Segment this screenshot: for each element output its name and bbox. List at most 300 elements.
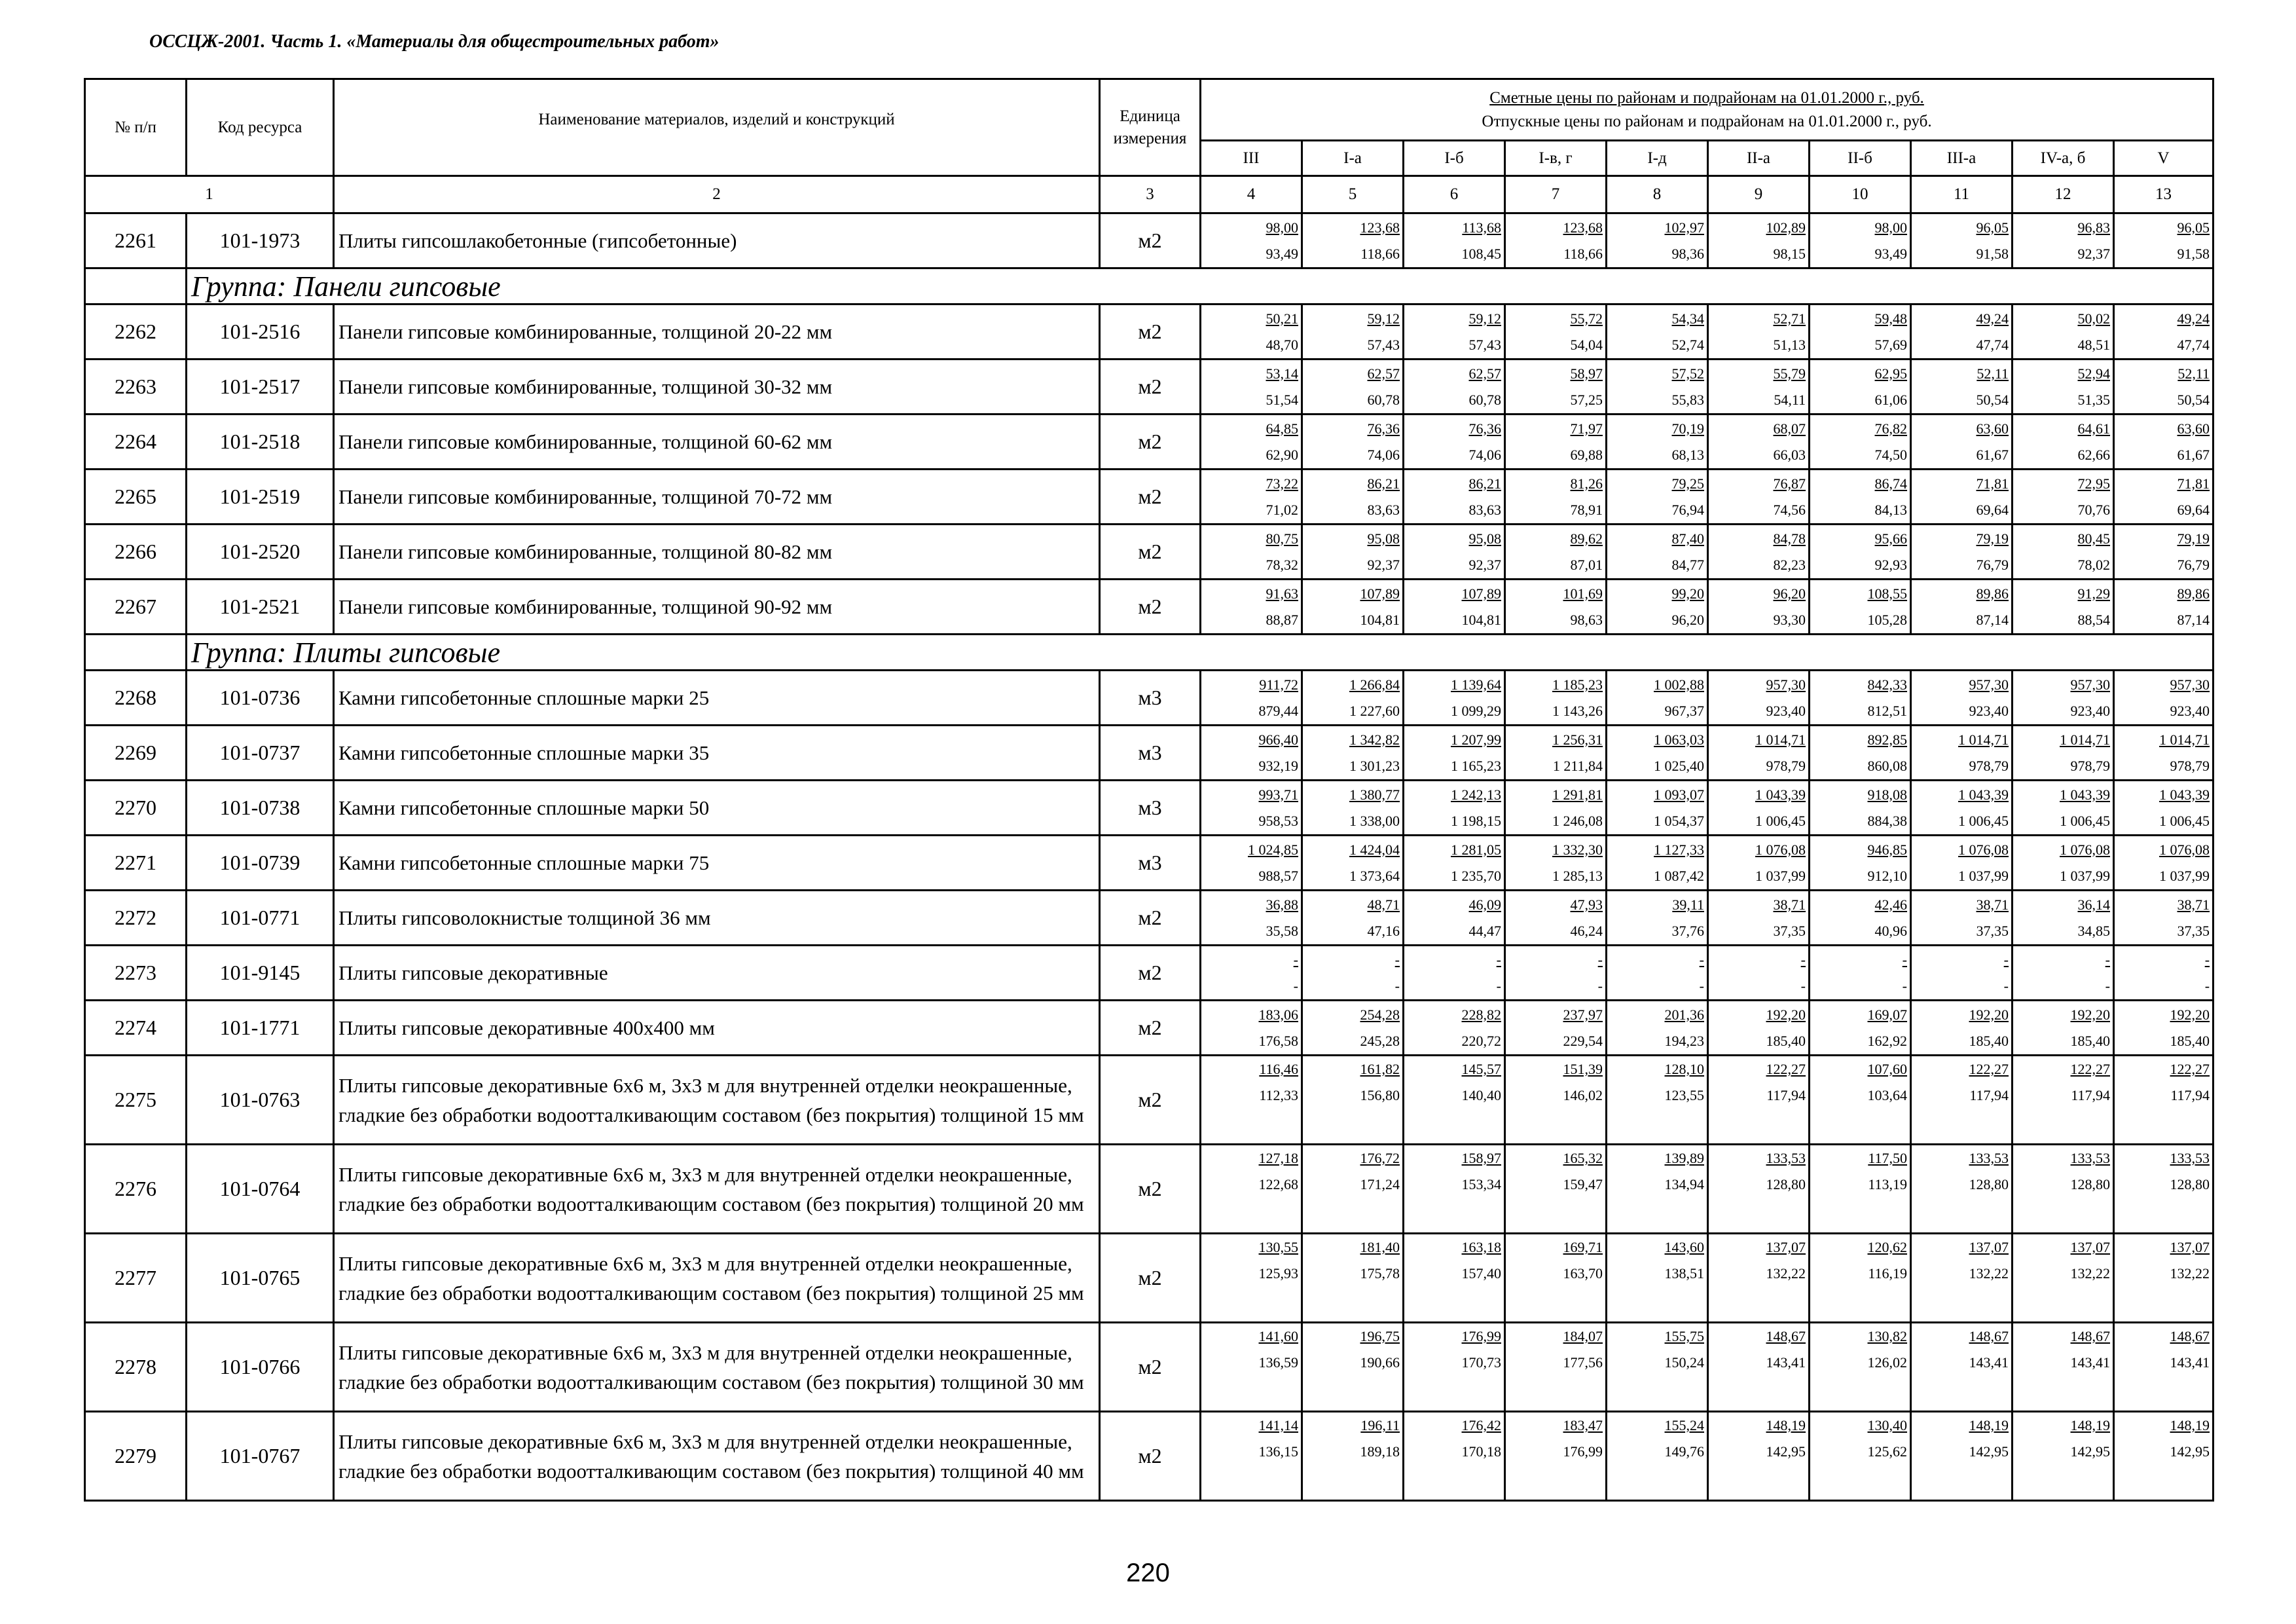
estimate-price: 1 024,85 bbox=[1248, 841, 1298, 858]
release-price: 92,37 bbox=[2077, 245, 2110, 262]
price-cell bbox=[2013, 470, 2114, 525]
material-name: Камни гипсобетонные сплошные марки 25 bbox=[334, 671, 1100, 726]
price-cell bbox=[1810, 1412, 1911, 1501]
release-price: 185,40 bbox=[2070, 1032, 2110, 1049]
table-row bbox=[85, 1001, 2214, 1056]
release-price: 1 301,23 bbox=[1349, 757, 1400, 774]
release-price: 220,72 bbox=[1461, 1032, 1501, 1049]
price-cell bbox=[1505, 525, 1607, 580]
table-row bbox=[85, 213, 2214, 268]
price-cell bbox=[2013, 891, 2114, 946]
material-name: Панели гипсовые комбинированные, толщиной 30-32 мм bbox=[334, 360, 1100, 415]
price-cell bbox=[1505, 1234, 1607, 1323]
estimate-price: 141,60 bbox=[1258, 1328, 1298, 1344]
unit: м2 bbox=[1100, 1323, 1201, 1412]
price-cell bbox=[2013, 1145, 2114, 1234]
material-name: Плиты гипсовые декоративные 6х6 м, 3х3 м для внутренней отделки неокрашенные, гладкие без обработки водоотталкивающим составом (без покрытия) толщиной 30 мм bbox=[334, 1323, 1100, 1412]
release-price: - bbox=[2105, 977, 2110, 994]
column-number: 7 bbox=[1505, 176, 1607, 213]
price-cell bbox=[1810, 1234, 1911, 1323]
release-price: 142,95 bbox=[2070, 1443, 2110, 1460]
estimate-price: 1 076,08 bbox=[1958, 841, 2009, 858]
release-price: 185,40 bbox=[1766, 1032, 1806, 1049]
release-price: 1 037,99 bbox=[2060, 867, 2110, 884]
release-price: - bbox=[1800, 977, 1806, 994]
price-cell bbox=[1708, 525, 1810, 580]
estimate-price: 84,78 bbox=[1773, 530, 1806, 547]
release-price: - bbox=[1699, 977, 1704, 994]
release-price: 108,45 bbox=[1461, 245, 1501, 262]
release-price: 74,06 bbox=[1367, 446, 1400, 463]
price-cell bbox=[1911, 1145, 2013, 1234]
release-price: 194,23 bbox=[1664, 1032, 1704, 1049]
release-price: 74,50 bbox=[1874, 446, 1907, 463]
release-price: 1 338,00 bbox=[1349, 812, 1400, 829]
price-cell bbox=[2013, 1323, 2114, 1412]
release-price: 87,14 bbox=[1976, 611, 2009, 628]
price-cell bbox=[1810, 1323, 1911, 1412]
release-price: 61,67 bbox=[1976, 446, 2009, 463]
estimate-price: 148,67 bbox=[1766, 1328, 1806, 1344]
price-cell bbox=[1911, 415, 2013, 470]
unit: м2 bbox=[1100, 1145, 1201, 1234]
estimate-price: 148,67 bbox=[2070, 1328, 2110, 1344]
row-number: 2274 bbox=[85, 1001, 187, 1056]
resource-code: 101-2518 bbox=[187, 415, 334, 470]
estimate-price: 122,27 bbox=[2170, 1061, 2210, 1077]
region-header: III bbox=[1201, 141, 1302, 176]
price-cell bbox=[1708, 891, 1810, 946]
release-price: 162,92 bbox=[1867, 1032, 1907, 1049]
release-price: 51,35 bbox=[2077, 391, 2110, 408]
price-cell bbox=[1201, 946, 1302, 1001]
price-cell bbox=[1201, 415, 1302, 470]
estimate-price: 52,71 bbox=[1773, 310, 1806, 327]
price-cell bbox=[1505, 213, 1607, 268]
estimate-price: 151,39 bbox=[1563, 1061, 1603, 1077]
estimate-price: 1 332,30 bbox=[1552, 841, 1603, 858]
estimate-price: 49,24 bbox=[2177, 310, 2210, 327]
estimate-price: 63,60 bbox=[1976, 420, 2009, 437]
release-price: 60,78 bbox=[1367, 391, 1400, 408]
price-cell bbox=[2114, 525, 2214, 580]
row-number: 2268 bbox=[85, 671, 187, 726]
price-cell bbox=[1302, 836, 1404, 891]
price-cell bbox=[1302, 304, 1404, 360]
estimate-price: 107,89 bbox=[1360, 585, 1400, 602]
header-no: № п/п bbox=[85, 79, 187, 176]
price-cell bbox=[1911, 1001, 2013, 1056]
estimate-price: - bbox=[1496, 951, 1501, 968]
material-name: Плиты гипсовые декоративные 6х6 м, 3х3 м для внутренней отделки неокрашенные, гладкие без обработки водоотталкивающим составом (без покрытия) толщиной 25 мм bbox=[334, 1234, 1100, 1323]
release-price: 57,43 bbox=[1367, 336, 1400, 353]
price-cell bbox=[1201, 781, 1302, 836]
release-price: 62,90 bbox=[1266, 446, 1298, 463]
estimate-price: 957,30 bbox=[1969, 676, 2009, 693]
release-price: 136,59 bbox=[1258, 1354, 1298, 1371]
material-name: Плиты гипсовые декоративные 6х6 м, 3х3 м для внутренней отделки неокрашенные, гладкие без обработки водоотталкивающим составом (без покрытия) толщиной 20 мм bbox=[334, 1145, 1100, 1234]
estimate-price: 86,21 bbox=[1367, 475, 1400, 492]
price-cell bbox=[1404, 470, 1505, 525]
price-cell bbox=[1607, 671, 1708, 726]
price-cell bbox=[1201, 1234, 1302, 1323]
price-cell bbox=[1607, 1056, 1708, 1145]
release-price: 128,80 bbox=[1969, 1176, 2009, 1192]
release-price: 134,94 bbox=[1664, 1176, 1704, 1192]
price-cell bbox=[1607, 836, 1708, 891]
release-price: 105,28 bbox=[1867, 611, 1907, 628]
estimate-price: 993,71 bbox=[1258, 786, 1298, 803]
price-cell bbox=[1911, 726, 2013, 781]
release-price: 68,13 bbox=[1671, 446, 1704, 463]
release-price: 1 037,99 bbox=[2159, 867, 2210, 884]
estimate-price: 117,50 bbox=[1868, 1150, 1907, 1166]
price-cell bbox=[1607, 1234, 1708, 1323]
resource-code: 101-1771 bbox=[187, 1001, 334, 1056]
release-price: 88,87 bbox=[1266, 611, 1298, 628]
price-cell bbox=[2013, 946, 2114, 1001]
price-cell bbox=[1607, 580, 1708, 635]
estimate-price: 1 043,39 bbox=[1755, 786, 1806, 803]
row-number: 2264 bbox=[85, 415, 187, 470]
material-name: Плиты гипсовые декоративные 6х6 м, 3х3 м для внутренней отделки неокрашенные, гладкие без обработки водоотталкивающим составом (без покрытия) толщиной 40 мм bbox=[334, 1412, 1100, 1501]
release-price: 83,63 bbox=[1367, 501, 1400, 518]
estimate-price: 50,21 bbox=[1266, 310, 1298, 327]
estimate-price: - bbox=[1800, 951, 1806, 968]
estimate-price: 137,07 bbox=[2070, 1239, 2110, 1255]
price-cell bbox=[1911, 304, 2013, 360]
estimate-price: 64,61 bbox=[2077, 420, 2110, 437]
unit: м3 bbox=[1100, 671, 1201, 726]
region-header: I-а bbox=[1302, 141, 1404, 176]
release-price: 113,19 bbox=[1868, 1176, 1907, 1192]
estimate-price: 102,97 bbox=[1664, 219, 1704, 236]
estimate-price: 101,69 bbox=[1563, 585, 1603, 602]
release-price: 83,63 bbox=[1468, 501, 1501, 518]
table-row bbox=[85, 836, 2214, 891]
estimate-price: 36,14 bbox=[2077, 896, 2110, 913]
table-row bbox=[85, 781, 2214, 836]
price-cell bbox=[1810, 304, 1911, 360]
estimate-price: 76,82 bbox=[1874, 420, 1907, 437]
material-name: Панели гипсовые комбинированные, толщиной 90-92 мм bbox=[334, 580, 1100, 635]
estimate-price: 254,28 bbox=[1360, 1006, 1400, 1023]
release-price: 60,78 bbox=[1468, 391, 1501, 408]
column-number: 9 bbox=[1708, 176, 1810, 213]
resource-code: 101-0771 bbox=[187, 891, 334, 946]
release-price: 98,63 bbox=[1570, 611, 1603, 628]
estimate-price: 1 063,03 bbox=[1654, 731, 1704, 748]
release-price: 146,02 bbox=[1563, 1087, 1603, 1103]
estimate-price: 123,68 bbox=[1563, 219, 1603, 236]
estimate-price: 79,19 bbox=[1976, 530, 2009, 547]
release-price: 92,37 bbox=[1468, 556, 1501, 573]
release-price: 76,94 bbox=[1671, 501, 1704, 518]
estimate-price: 52,11 bbox=[1977, 365, 2009, 382]
estimate-price: 62,57 bbox=[1367, 365, 1400, 382]
estimate-price: 96,05 bbox=[2177, 219, 2210, 236]
price-cell bbox=[1201, 891, 1302, 946]
release-price: 37,35 bbox=[1773, 922, 1806, 939]
price-cell bbox=[1404, 891, 1505, 946]
estimate-price: 53,14 bbox=[1266, 365, 1298, 382]
release-price: 47,74 bbox=[1976, 336, 2009, 353]
row-number: 2269 bbox=[85, 726, 187, 781]
release-price: 82,23 bbox=[1773, 556, 1806, 573]
unit: м2 bbox=[1100, 415, 1201, 470]
table-row bbox=[85, 726, 2214, 781]
release-price: 1 006,45 bbox=[1958, 812, 2009, 829]
material-name: Плиты гипсовые декоративные 400х400 мм bbox=[334, 1001, 1100, 1056]
column-number: 8 bbox=[1607, 176, 1708, 213]
price-cell bbox=[1810, 891, 1911, 946]
price-cell bbox=[1607, 415, 1708, 470]
header-estimate-prices: Сметные цены по районам и подрайонам на 01.01.2000 г., руб. bbox=[1489, 88, 1924, 107]
estimate-price: 120,62 bbox=[1867, 1239, 1907, 1255]
price-cell bbox=[1201, 726, 1302, 781]
price-cell bbox=[1810, 836, 1911, 891]
release-price: 70,76 bbox=[2077, 501, 2110, 518]
price-cell bbox=[1810, 781, 1911, 836]
price-cell bbox=[1302, 470, 1404, 525]
estimate-price: 155,24 bbox=[1664, 1417, 1704, 1433]
estimate-price: 113,68 bbox=[1462, 219, 1501, 236]
release-price: 142,95 bbox=[1969, 1443, 2009, 1460]
estimate-price: 91,63 bbox=[1266, 585, 1298, 602]
estimate-price: 107,60 bbox=[1867, 1061, 1907, 1077]
release-price: 1 227,60 bbox=[1349, 702, 1400, 719]
release-price: 57,43 bbox=[1468, 336, 1501, 353]
row-number: 2262 bbox=[85, 304, 187, 360]
region-header: IV-а, б bbox=[2013, 141, 2114, 176]
estimate-price: 137,07 bbox=[1969, 1239, 2009, 1255]
document-header: ОССЦЖ-2001. Часть 1. «Материалы для общестроительных работ» bbox=[149, 31, 720, 52]
release-price: 923,40 bbox=[1969, 702, 2009, 719]
release-price: 923,40 bbox=[2070, 702, 2110, 719]
price-cell bbox=[1201, 470, 1302, 525]
price-cell bbox=[2013, 525, 2114, 580]
release-price: 55,83 bbox=[1671, 391, 1704, 408]
region-header: I-д bbox=[1607, 141, 1708, 176]
price-cell bbox=[1302, 946, 1404, 1001]
estimate-price: 158,97 bbox=[1461, 1150, 1501, 1166]
release-price: 48,70 bbox=[1266, 336, 1298, 353]
table-row bbox=[85, 1234, 2214, 1323]
price-cell bbox=[1810, 470, 1911, 525]
release-price: 1 235,70 bbox=[1451, 867, 1501, 884]
price-cell bbox=[2013, 1056, 2114, 1145]
price-cell bbox=[1708, 1412, 1810, 1501]
estimate-price: 89,62 bbox=[1570, 530, 1603, 547]
price-cell bbox=[1607, 891, 1708, 946]
estimate-price: 73,22 bbox=[1266, 475, 1298, 492]
material-name: Камни гипсобетонные сплошные марки 75 bbox=[334, 836, 1100, 891]
table-row bbox=[85, 525, 2214, 580]
header-name: Наименование материалов, изделий и конструкций bbox=[334, 79, 1100, 176]
release-price: 138,51 bbox=[1664, 1265, 1704, 1282]
estimate-price: 96,05 bbox=[1976, 219, 2009, 236]
header-release-prices: Отпускные цены по районам и подрайонам на 01.01.2000 г., руб. bbox=[1482, 112, 1932, 130]
release-price: 112,33 bbox=[1259, 1087, 1298, 1103]
release-price: 92,37 bbox=[1367, 556, 1400, 573]
material-name: Камни гипсобетонные сплошные марки 35 bbox=[334, 726, 1100, 781]
price-cell bbox=[1404, 1412, 1505, 1501]
price-cell bbox=[1911, 781, 2013, 836]
release-price: 1 246,08 bbox=[1552, 812, 1603, 829]
price-cell bbox=[1302, 671, 1404, 726]
price-cell bbox=[2114, 304, 2214, 360]
price-cell bbox=[1302, 360, 1404, 415]
release-price: 76,79 bbox=[2177, 556, 2210, 573]
table-row bbox=[85, 671, 2214, 726]
price-cell bbox=[1505, 891, 1607, 946]
table-row bbox=[85, 891, 2214, 946]
estimate-price: 52,94 bbox=[2077, 365, 2110, 382]
group-spacer bbox=[85, 268, 187, 304]
price-cell bbox=[1505, 360, 1607, 415]
price-cell bbox=[2114, 1412, 2214, 1501]
resource-code: 101-0736 bbox=[187, 671, 334, 726]
estimate-price: 122,27 bbox=[2070, 1061, 2110, 1077]
release-price: 175,78 bbox=[1360, 1265, 1400, 1282]
unit: м2 bbox=[1100, 1056, 1201, 1145]
estimate-price: 96,20 bbox=[1773, 585, 1806, 602]
estimate-price: 176,42 bbox=[1461, 1417, 1501, 1433]
release-price: 78,91 bbox=[1570, 501, 1603, 518]
release-price: 118,66 bbox=[1563, 245, 1603, 262]
resource-code: 101-9145 bbox=[187, 946, 334, 1001]
estimate-price: 133,53 bbox=[2070, 1150, 2110, 1166]
resource-code: 101-0739 bbox=[187, 836, 334, 891]
row-number: 2279 bbox=[85, 1412, 187, 1501]
region-header: II-б bbox=[1810, 141, 1911, 176]
release-price: 923,40 bbox=[1766, 702, 1806, 719]
resource-code: 101-2520 bbox=[187, 525, 334, 580]
price-cell bbox=[1201, 360, 1302, 415]
price-cell bbox=[2013, 671, 2114, 726]
release-price: 163,70 bbox=[1563, 1265, 1603, 1282]
table-row bbox=[85, 1145, 2214, 1234]
estimate-price: 39,11 bbox=[1672, 896, 1704, 913]
price-cell bbox=[1404, 1145, 1505, 1234]
release-price: 87,14 bbox=[2177, 611, 2210, 628]
price-cell bbox=[1708, 1056, 1810, 1145]
price-cell bbox=[1911, 213, 2013, 268]
release-price: 967,37 bbox=[1664, 702, 1704, 719]
release-price: 93,49 bbox=[1874, 245, 1907, 262]
estimate-price: 91,29 bbox=[2077, 585, 2110, 602]
unit: м2 bbox=[1100, 213, 1201, 268]
estimate-price: 184,07 bbox=[1563, 1328, 1603, 1344]
unit: м2 bbox=[1100, 946, 1201, 1001]
estimate-price: 80,75 bbox=[1266, 530, 1298, 547]
release-price: 40,96 bbox=[1874, 922, 1907, 939]
estimate-price: 1 093,07 bbox=[1654, 786, 1704, 803]
price-cell bbox=[1404, 580, 1505, 635]
release-price: 123,55 bbox=[1664, 1087, 1704, 1103]
estimate-price: 47,93 bbox=[1570, 896, 1603, 913]
estimate-price: 1 342,82 bbox=[1349, 731, 1400, 748]
release-price: 57,69 bbox=[1874, 336, 1907, 353]
price-cell bbox=[1404, 946, 1505, 1001]
estimate-price: 42,46 bbox=[1874, 896, 1907, 913]
estimate-price: 76,36 bbox=[1367, 420, 1400, 437]
table-row bbox=[85, 1323, 2214, 1412]
release-price: 57,25 bbox=[1570, 391, 1603, 408]
material-name: Плиты гипсошлакобетонные (гипсобетонные) bbox=[334, 213, 1100, 268]
price-cell bbox=[1911, 891, 2013, 946]
release-price: 229,54 bbox=[1563, 1032, 1603, 1049]
resource-code: 101-0766 bbox=[187, 1323, 334, 1412]
unit: м3 bbox=[1100, 781, 1201, 836]
release-price: 1 198,15 bbox=[1451, 812, 1501, 829]
price-cell bbox=[1810, 1056, 1911, 1145]
price-cell bbox=[1404, 213, 1505, 268]
price-cell bbox=[1607, 360, 1708, 415]
table-row bbox=[85, 1412, 2214, 1501]
estimate-price: 1 076,08 bbox=[1755, 841, 1806, 858]
release-price: 1 143,26 bbox=[1552, 702, 1603, 719]
estimate-price: 1 256,31 bbox=[1552, 731, 1603, 748]
price-cell bbox=[1302, 525, 1404, 580]
price-cell bbox=[2013, 1234, 2114, 1323]
release-price: 93,30 bbox=[1773, 611, 1806, 628]
price-cell bbox=[2013, 781, 2114, 836]
price-cell bbox=[1404, 726, 1505, 781]
price-cell bbox=[1708, 671, 1810, 726]
column-number: 10 bbox=[1810, 176, 1911, 213]
release-price: 1 373,64 bbox=[1349, 867, 1400, 884]
price-cell bbox=[1302, 1145, 1404, 1234]
row-number: 2265 bbox=[85, 470, 187, 525]
table-row bbox=[85, 415, 2214, 470]
estimate-price: 192,20 bbox=[2070, 1006, 2110, 1023]
estimate-price: 148,19 bbox=[1766, 1417, 1806, 1433]
estimate-price: 130,55 bbox=[1258, 1239, 1298, 1255]
estimate-price: 50,02 bbox=[2077, 310, 2110, 327]
release-price: 140,40 bbox=[1461, 1087, 1501, 1103]
column-number: 4 bbox=[1201, 176, 1302, 213]
estimate-price: 1 014,71 bbox=[1958, 731, 2009, 748]
resource-code: 101-0767 bbox=[187, 1412, 334, 1501]
release-price: 62,66 bbox=[2077, 446, 2110, 463]
price-cell bbox=[1810, 726, 1911, 781]
release-price: 1 285,13 bbox=[1552, 867, 1603, 884]
price-cell bbox=[2114, 946, 2214, 1001]
price-cell bbox=[1505, 1412, 1607, 1501]
estimate-price: 80,45 bbox=[2077, 530, 2110, 547]
estimate-price: - bbox=[1902, 951, 1907, 968]
estimate-price: 79,25 bbox=[1671, 475, 1704, 492]
resource-code: 101-1973 bbox=[187, 213, 334, 268]
group-label: Группа: Панели гипсовые bbox=[187, 268, 2214, 304]
estimate-price: 102,89 bbox=[1766, 219, 1806, 236]
release-price: 84,77 bbox=[1671, 556, 1704, 573]
release-price: 978,79 bbox=[2170, 757, 2210, 774]
estimate-price: 911,72 bbox=[1259, 676, 1298, 693]
release-price: 96,20 bbox=[1671, 611, 1704, 628]
release-price: 159,47 bbox=[1563, 1176, 1603, 1192]
group-header-row bbox=[85, 635, 2214, 671]
price-cell bbox=[1201, 1145, 1302, 1234]
price-cell bbox=[2114, 891, 2214, 946]
estimate-price: 1 281,05 bbox=[1451, 841, 1501, 858]
table-row bbox=[85, 1056, 2214, 1145]
estimate-price: 169,71 bbox=[1563, 1239, 1603, 1255]
price-cell bbox=[1911, 1056, 2013, 1145]
estimate-price: 133,53 bbox=[1766, 1150, 1806, 1166]
estimate-price: 966,40 bbox=[1258, 731, 1298, 748]
